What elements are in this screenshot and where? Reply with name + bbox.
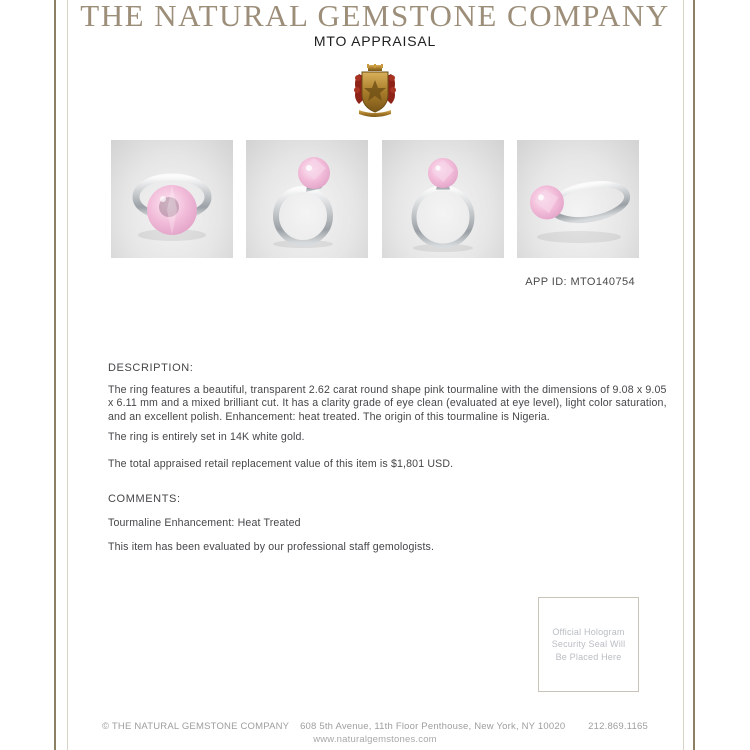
company-crest-icon xyxy=(351,64,399,118)
description-heading: DESCRIPTION: xyxy=(108,362,194,374)
border-line-right-inner xyxy=(683,0,684,750)
appraised-value-paragraph: The total appraised retail replacement value of this item is $1,801 USD. xyxy=(108,458,454,470)
ring-photo-row xyxy=(111,140,639,258)
setting-paragraph: The ring is entirely set in 14K white gold. xyxy=(108,431,305,443)
footer-contact-line xyxy=(68,721,682,732)
ring-photo-top-view xyxy=(111,140,233,258)
footer-address: 608 5th Avenue, 11th Floor Penthouse, New York, NY 10020 xyxy=(300,721,566,732)
hologram-seal-text: Official Hologram Security Seal Will Be Placed Here xyxy=(551,626,626,662)
border-line-left-outer xyxy=(54,0,56,750)
hologram-seal-placeholder xyxy=(538,597,639,692)
ring-photo-angled-view xyxy=(246,140,368,258)
evaluation-comment: This item has been evaluated by our professional staff gemologists. xyxy=(108,541,435,553)
ring-photo-side-view xyxy=(517,140,639,258)
description-paragraph: The ring features a beautiful, transparent 2.62 carat round shape pink tourmaline with the dimensions of 9.08 x 9.05 x 6.11 mm and a mixed brilliant cut. It has a clarity grade of eye clean (evaluated at eye level), light color saturation, and an excellent polish. Enhancement: heat treated. The origin of this tourmaline is Nigeria. xyxy=(108,384,667,423)
border-line-right-outer xyxy=(693,0,695,750)
enhancement-comment: Tourmaline Enhancement: Heat Treated xyxy=(108,517,301,529)
ring-photo-upright-view xyxy=(382,140,504,258)
comments-heading: COMMENTS: xyxy=(108,493,181,505)
footer-phone: 212.869.1165 xyxy=(588,721,648,732)
footer-copyright: © THE NATURAL GEMSTONE COMPANY xyxy=(102,721,290,732)
footer-website[interactable]: www.naturalgemstones.com xyxy=(313,734,437,745)
app-id: APP ID: MTO140754 xyxy=(525,276,635,288)
border-line-left-inner xyxy=(67,0,68,750)
document-type: MTO APPRAISAL xyxy=(313,33,437,49)
company-name: THE NATURAL GEMSTONE COMPANY xyxy=(80,0,670,33)
